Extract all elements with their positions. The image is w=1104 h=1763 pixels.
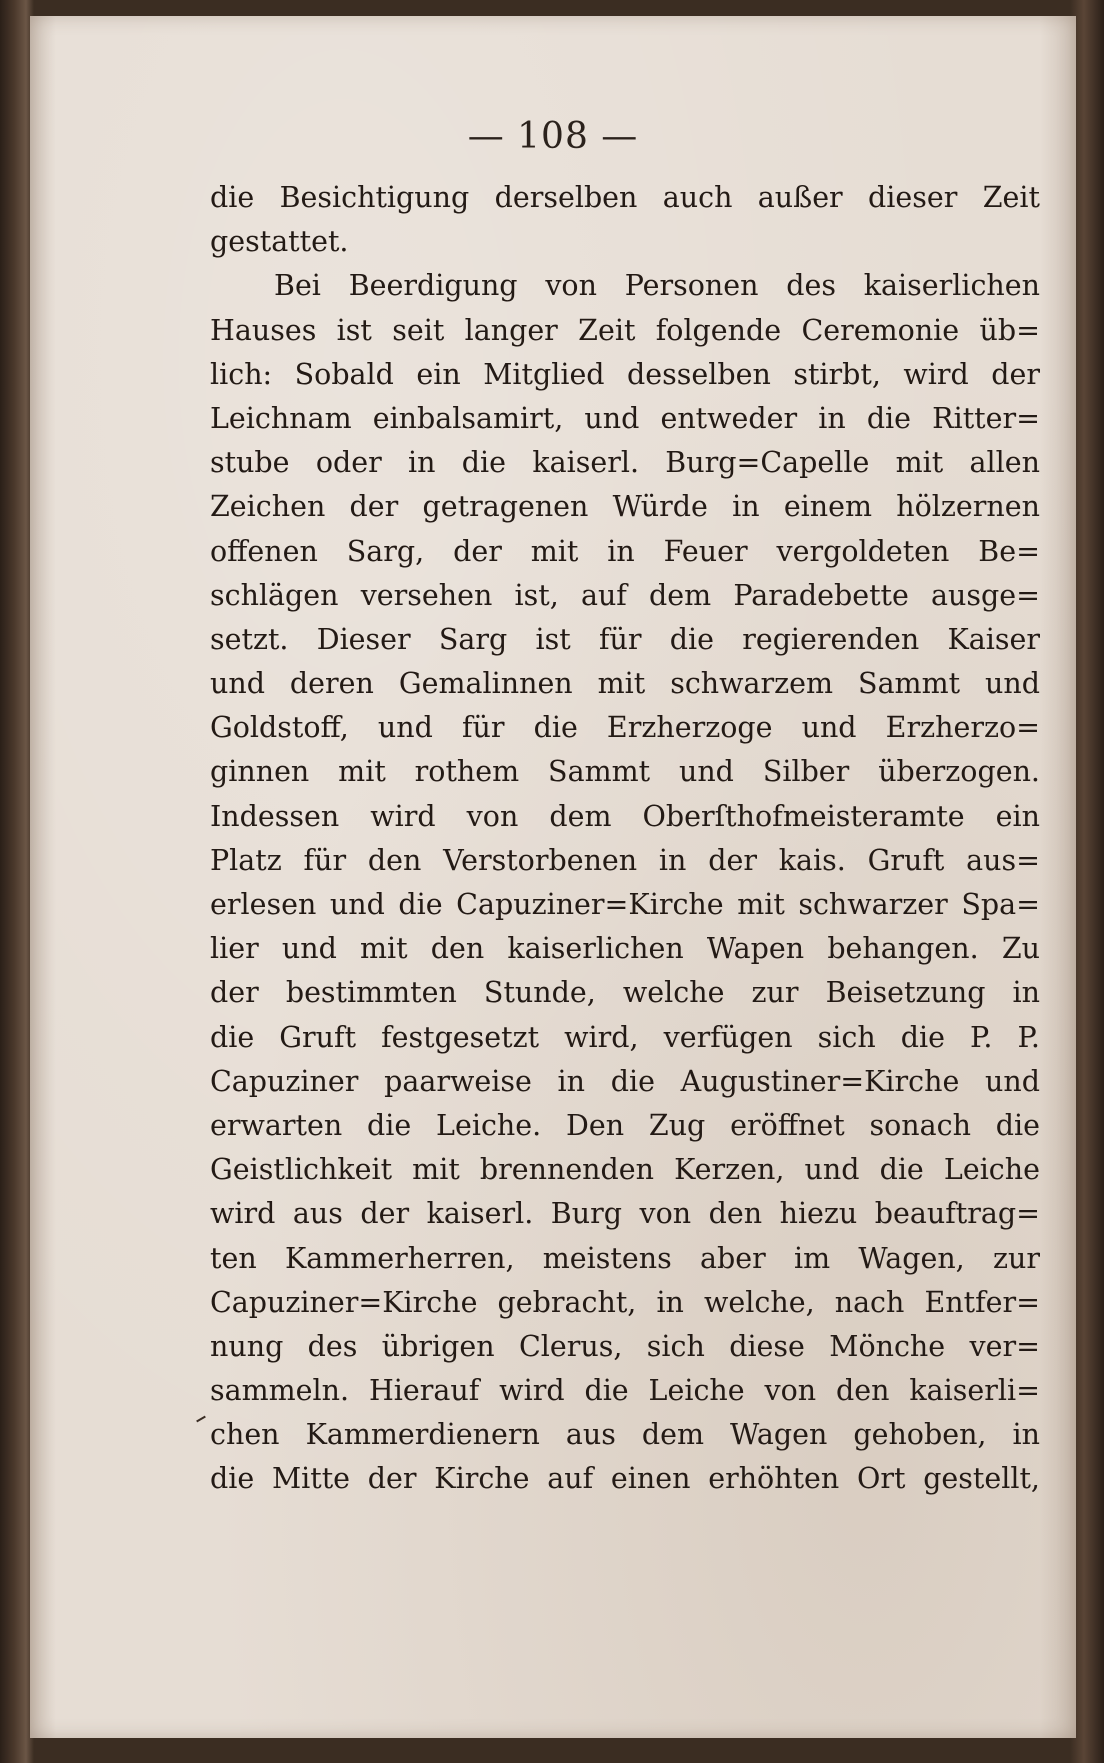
- text-line: offenen Sarg, der mit in Feuer vergoldeten Be=: [210, 534, 1040, 568]
- text-line: stube oder in die kaiserl. Burg=Capelle mit allen: [210, 446, 1040, 480]
- text-line: Bei Beerdigung von Personen des kaiserlichen: [274, 269, 1040, 303]
- text-line: erlesen und die Capuziner=Kirche mit schwarzer Spa=: [210, 888, 1040, 921]
- text-line: Geistlichkeit mit brennenden Kerzen, und die Leiche: [210, 1153, 1040, 1187]
- text-line: lier und mit den kaiserlichen Wapen behangen. Zu: [210, 932, 1040, 966]
- text-line: ten Kammerherren, meistens aber im Wagen, zur: [210, 1241, 1040, 1275]
- text-line: die Besichtigung derselben auch außer dieser Zeit: [210, 181, 1040, 214]
- page-number: — 108 —: [467, 116, 639, 157]
- text-line: nung des übrigen Clerus, sich diese Mönche ver=: [210, 1329, 1040, 1363]
- text-line: wird aus der kaiserl. Burg von den hiezu beauftrag=: [210, 1197, 1040, 1231]
- text-line: Zeichen der getragenen Würde in einem hölzernen: [210, 490, 1040, 524]
- text-line: die Mitte der Kirche auf einen erhöhten Ort gestellt,: [210, 1462, 1040, 1496]
- text-line: und deren Gemalinnen mit schwarzem Sammt und: [210, 667, 1040, 701]
- text-line: erwarten die Leiche. Den Zug eröffnet sonach die: [210, 1108, 1040, 1142]
- text-line: Capuziner paarweise in die Augustiner=Kirche und: [210, 1064, 1040, 1098]
- text-line: Indessen wird von dem Oberſthofmeisteramte ein: [210, 799, 1040, 833]
- text-line: ginnen mit rothem Sammt und Silber überzogen.: [210, 755, 1040, 789]
- text-line: chen Kammerdienern aus dem Wagen gehoben, in: [210, 1418, 1040, 1452]
- text-line: Platz für den Verstorbenen in der kais. Gruft aus=: [210, 843, 1040, 877]
- book-page: [30, 16, 1076, 1738]
- text-line: die Gruft festgesetzt wird, verfügen sich die P. P.: [210, 1020, 1040, 1054]
- text-line: Capuziner=Kirche gebracht, in welche, nach Entfer=: [210, 1285, 1040, 1319]
- text-line: der bestimmten Stunde, welche zur Beisetzung in: [210, 976, 1040, 1010]
- text-line: setzt. Dieser Sarg ist für die regierenden Kaiser: [210, 622, 1040, 656]
- text-line: schlägen versehen ist, auf dem Paradebette ausge=: [210, 578, 1040, 612]
- text-line: sammeln. Hierauf wird die Leiche von den kaiserli=: [210, 1374, 1040, 1408]
- text-line: Leichnam einbalsamirt, und entweder in die Ritter=: [210, 401, 1040, 435]
- body-text: [210, 176, 1040, 1502]
- text-line: Goldstoff, und für die Erzherzoge und Erzherzo=: [210, 711, 1040, 745]
- text-line: gestattet.: [210, 225, 349, 259]
- text-line: lich: Sobald ein Mitglied desselben stirbt, wird der: [210, 357, 1040, 391]
- text-line: Hauses ist seit langer Zeit folgende Ceremonie üb=: [210, 313, 1040, 347]
